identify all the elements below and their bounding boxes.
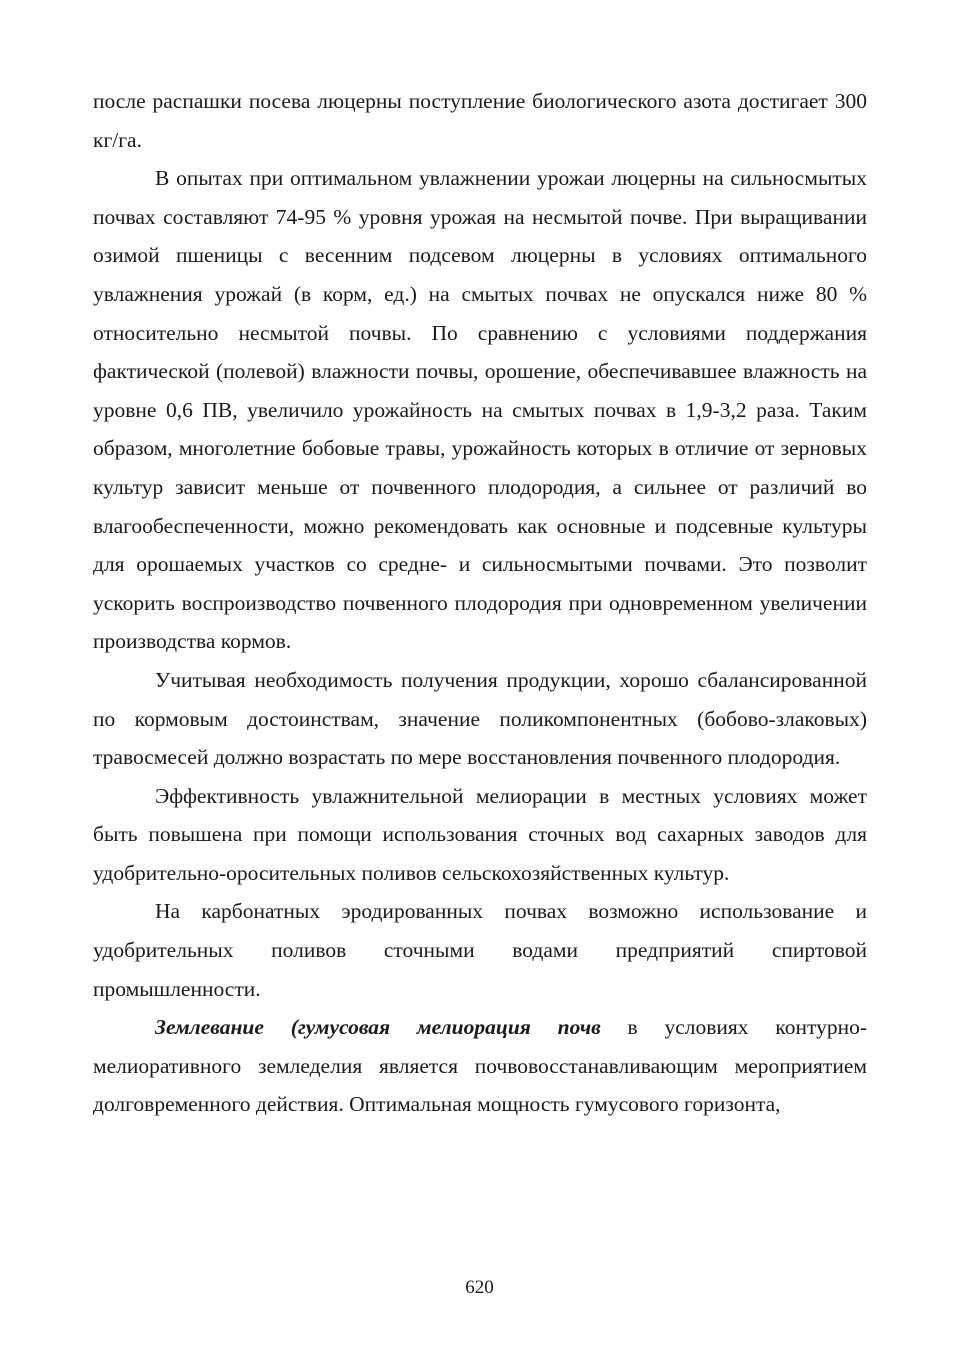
paragraph-5: На карбонатных эродированных почвах возможно использование и удобрительных поливов сточными водами предприятий спиртовой промышленности. <box>93 899 867 1001</box>
paragraph-3: Учитывая необходимость получения продукции, хорошо сбалансированной по кормовым достоинствам, значение поликомпонентных (бобово-злаковых) травосмесей должно возрастать по мере восстановления почвенного плодородия. <box>93 667 867 770</box>
body-text <box>93 82 867 1124</box>
paragraph-4: Эффективность увлажнительной мелиорации в местных условиях может быть повышена при помощи использования сточных вод сахарных заводов для удобрительно-оросительных поливов сельскохозяйственных культур. <box>93 783 867 885</box>
paragraph-6 <box>93 1008 867 1124</box>
paragraph-6-text: в условиях контурно-мелиоративного земледелия является почвовосстанавливающим мероприятием долговременного действия. Оптимальная мощность гумусового горизонта, <box>93 1015 867 1117</box>
paragraph-1: после распашки посева люцерны поступление биологического азота достигает 300 кг/га. <box>93 89 867 152</box>
page-number: 620 <box>465 1277 494 1298</box>
term-zemlevanie: Землевание (гумусовая мелиорация почв <box>155 1015 601 1040</box>
paragraph-2: В опытах при оптимальном увлажнении урожаи люцерны на сильносмытых почвах составляют 74-95 % уровня урожая на несмытой почве. При выращивании озимой пшеницы с весенним подсевом люцерны в условиях оптимального увлажнения урожай (в корм, ед.) на смытых почвах не опускался ниже 80 % относительно несмытой почвы. По сравнению с условиями поддержания фактической (полевой) влажности почвы, орошение, обеспечивавшее влажность на уровне 0,6 ПВ, увеличило урожайность на смытых почвах в 1,9-3,2 раза. Таким образом, многолетние бобовые травы, урожайность которых в отличие от зерновых культур зависит меньше от почвенного плодородия, а сильнее от различий во влагообеспеченности, можно рекомендовать как основные и подсевные культуры для орошаемых участков со средне- и сильносмытыми почвами. Это позволит ускорить воспроизводство почвенного плодородия при одновременном увеличении производства кормов. <box>93 166 867 654</box>
